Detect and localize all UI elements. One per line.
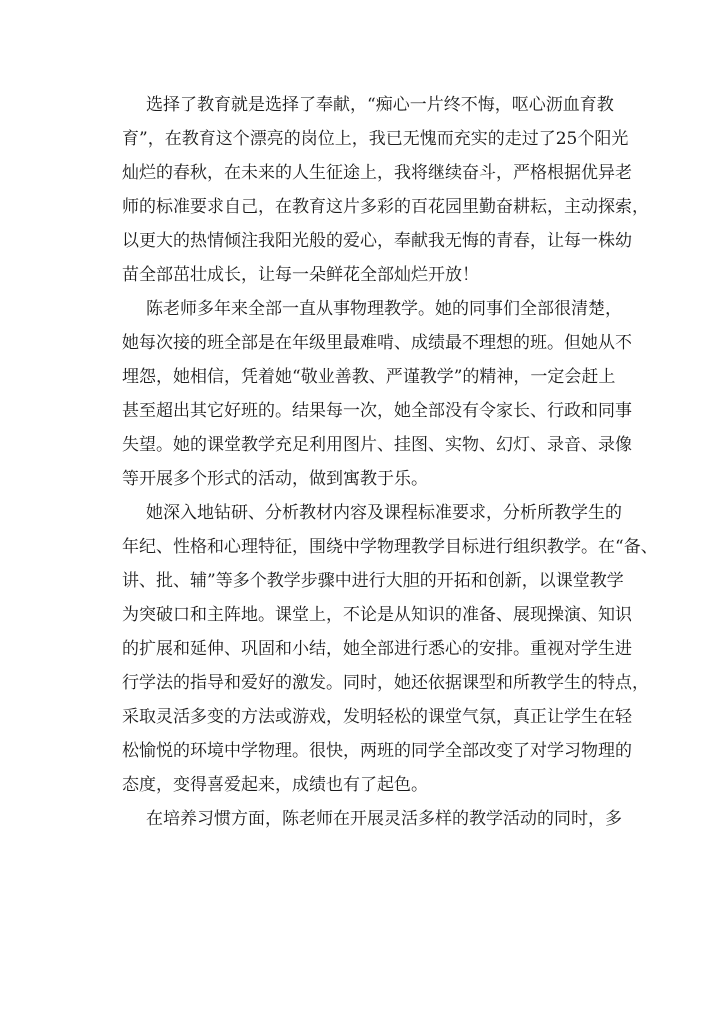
text-line: 她每次接的班全部是在年级里最难啃、成绩最不理想的班。但她从不	[122, 333, 632, 353]
text-line: 采取灵活多变的方法或游戏，发明轻松的课堂气氛，真正让学生在轻	[122, 707, 632, 727]
text-line: 埋怨，她相信，凭着她“敬业善教、严谨教学”的精神，一定会赶上	[122, 367, 616, 387]
text-line: 松愉悦的环境中学物理。很快，两班的同学全部改变了对学习物理的	[122, 741, 632, 761]
text-line: 态度，变得喜爱起来，成绩也有了起色。	[122, 775, 428, 795]
text-line: 甚至超出其它好班的。结果每一次，她全部没有令家长、行政和同事	[122, 401, 632, 421]
paragraph-dedication	[122, 88, 649, 292]
text-line: 等开展多个形式的活动，做到寓教于乐。	[122, 469, 428, 489]
text-line: 陈老师多年来全部一直从事物理教学。她的同事们全部很清楚，	[146, 299, 622, 319]
text-line: 灿烂的春秋，在未来的人生征途上，我将继续奋斗，严格根据优异老	[122, 163, 632, 183]
text-line: 育”，在教育这个漂亮的岗位上，我已无愧而充实的走过了25个阳光	[122, 129, 629, 149]
paragraph-teaching-method	[122, 496, 658, 802]
text-line: 师的标准要求自己，在教育这片多彩的百花园里勤奋耕耘，主动探索，	[122, 197, 649, 217]
text-line: 选择了教育就是选择了奉献，“痴心一片终不悔，呕心沥血育教	[146, 95, 614, 115]
text-line: 为突破口和主阵地。课堂上，不论是从知识的准备、展现操演、知识	[122, 605, 632, 625]
text-line: 的扩展和延伸、巩固和小结，她全部进行悉心的安排。重视对学生进	[122, 639, 632, 659]
text-line: 以更大的热情倾注我阳光般的爱心，奉献我无悔的青春，让每一株幼	[122, 231, 632, 251]
paragraph-habits	[122, 802, 622, 836]
text-line: 在培养习惯方面，陈老师在开展灵活多样的教学活动的同时，多	[146, 809, 622, 829]
text-line: 行学法的指导和爱好的激发。同时，她还依据课型和所教学生的特点，	[122, 673, 649, 693]
document-body	[122, 88, 658, 836]
paragraph-teacher-chen	[122, 292, 632, 496]
text-line: 失望。她的课堂教学充足利用图片、挂图、实物、幻灯、录音、录像	[122, 435, 632, 455]
text-line: 讲、批、辅”等多个教学步骤中进行大胆的开拓和创新，以课堂教学	[122, 571, 624, 591]
text-line: 年纪、性格和心理特征，围绕中学物理教学目标进行组织教学。在“备、	[122, 537, 658, 557]
text-line: 苗全部茁壮成长，让每一朵鲜花全部灿烂开放！	[122, 265, 479, 285]
text-line: 她深入地钻研、分析教材内容及课程标准要求，分析所教学生的	[146, 503, 622, 523]
